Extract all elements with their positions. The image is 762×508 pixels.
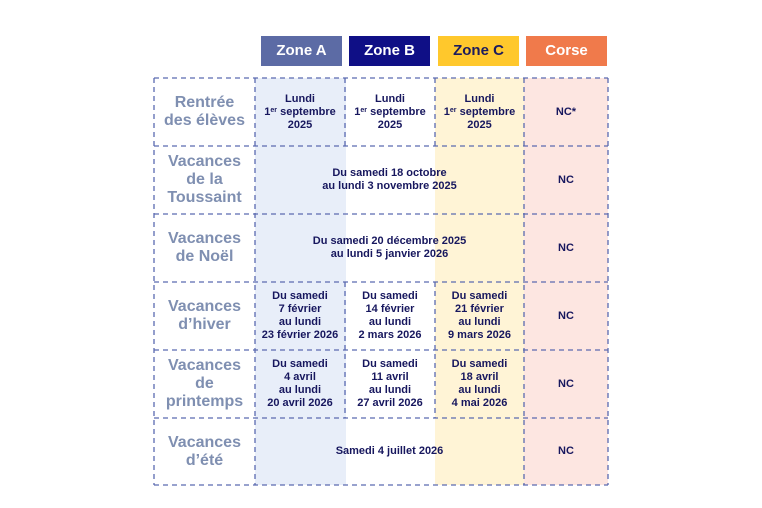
row-label-line: Vacances bbox=[168, 433, 241, 451]
cell-line: au lundi bbox=[368, 316, 412, 328]
row-label-line: de la bbox=[186, 171, 223, 188]
cell-line: NC bbox=[558, 241, 574, 254]
cell-line: Lundi bbox=[464, 92, 495, 105]
cell-line: 2025 bbox=[467, 118, 492, 131]
cell-line: Samedi 4 juillet 2026 bbox=[335, 445, 444, 457]
cell-line: 7 février bbox=[278, 303, 322, 315]
cell-line: 23 février 2026 bbox=[261, 329, 339, 341]
cell-line: 18 avril bbox=[460, 371, 499, 383]
rentree-zone-a-cell bbox=[255, 78, 345, 146]
cell-line: 27 avril 2026 bbox=[357, 397, 423, 409]
ordinal-suffix: er bbox=[360, 106, 368, 114]
rentree-zone-b-cell bbox=[345, 78, 435, 146]
noel-all-zones-cell bbox=[255, 214, 524, 282]
cell-line: 21 février bbox=[455, 303, 504, 315]
ete-corse-cell bbox=[524, 418, 608, 485]
row-label-printemps bbox=[154, 350, 255, 418]
row-label-noel bbox=[154, 214, 255, 282]
rentree-zone-c-cell bbox=[435, 78, 524, 146]
row-label-line: d’hiver bbox=[178, 316, 231, 333]
row-label-toussaint bbox=[154, 146, 255, 214]
cell-line: Du samedi bbox=[272, 358, 328, 370]
row-label-line: de Noël bbox=[175, 248, 234, 265]
cell-text: septembre bbox=[370, 105, 426, 118]
cell-line: au lundi bbox=[278, 316, 322, 328]
hiver-corse-cell bbox=[524, 282, 608, 350]
zone-a-header bbox=[261, 36, 342, 66]
ete-all-zones-cell bbox=[255, 418, 524, 485]
cell-line: au lundi bbox=[458, 316, 501, 328]
cell-line: au lundi bbox=[368, 384, 412, 396]
cell-line bbox=[354, 106, 425, 119]
row-label-line: Vacances bbox=[168, 298, 241, 315]
ordinal-number: 1 bbox=[354, 105, 361, 118]
row-label-ete bbox=[154, 418, 255, 485]
cell-text: septembre bbox=[280, 105, 336, 118]
ordinal-number: 1 bbox=[264, 105, 271, 118]
cell-line: Du samedi bbox=[451, 290, 508, 302]
row-label-hiver bbox=[154, 282, 255, 350]
cell-line: Du samedi 18 octobre bbox=[332, 167, 447, 179]
cell-line: Du samedi 20 décembre 2025 bbox=[312, 235, 467, 247]
cell-line: NC bbox=[558, 173, 574, 186]
cell-line: NC bbox=[558, 445, 574, 457]
cell-line: 4 avril bbox=[284, 371, 316, 383]
printemps-zone-c-cell bbox=[435, 350, 524, 418]
cell-line: 20 avril 2026 bbox=[267, 397, 333, 409]
cell-line: 11 avril bbox=[371, 371, 409, 383]
ordinal-suffix: er bbox=[449, 106, 457, 114]
hiver-zone-c-cell bbox=[435, 282, 524, 350]
cell-line: Du samedi bbox=[451, 358, 508, 370]
row-label-line: Rentrée bbox=[174, 94, 235, 111]
ordinal-suffix: er bbox=[270, 106, 278, 114]
corse-header bbox=[526, 36, 607, 66]
cell-line: au lundi 5 janvier 2026 bbox=[330, 248, 449, 260]
hiver-zone-a-cell bbox=[255, 282, 345, 350]
cell-text: septembre bbox=[459, 105, 516, 118]
cell-line: Du samedi bbox=[362, 358, 418, 370]
zone-a-header-label: Zone A bbox=[276, 42, 327, 59]
zone-c-header-label: Zone C bbox=[453, 42, 504, 59]
cell-line: Du samedi bbox=[362, 290, 418, 302]
row-label-rentree bbox=[154, 78, 255, 146]
cell-line: 2 mars 2026 bbox=[358, 329, 422, 341]
toussaint-corse-cell bbox=[524, 146, 608, 214]
hiver-zone-b-cell bbox=[345, 282, 435, 350]
cell-line: 4 mai 2026 bbox=[451, 397, 508, 409]
zone-b-header-label: Zone B bbox=[364, 42, 415, 59]
cell-line bbox=[444, 106, 515, 119]
zone-c-header bbox=[438, 36, 519, 66]
row-label-line: d’été bbox=[185, 451, 224, 469]
rentree-corse-cell bbox=[524, 78, 608, 146]
cell-line: NC* bbox=[555, 105, 577, 118]
printemps-zone-a-cell bbox=[255, 350, 345, 418]
row-label-line: printemps bbox=[165, 393, 244, 410]
cell-line: NC bbox=[558, 377, 574, 390]
cell-line: 14 février bbox=[365, 303, 415, 315]
cell-line: au lundi bbox=[458, 384, 501, 396]
printemps-corse-cell bbox=[524, 350, 608, 418]
row-label-line: Vacances bbox=[168, 357, 241, 374]
cell-line: 9 mars 2026 bbox=[448, 329, 511, 341]
cell-line: au lundi bbox=[278, 384, 322, 396]
cell-line: Du samedi bbox=[272, 290, 328, 302]
row-label-line: Vacances bbox=[168, 153, 241, 170]
cell-line bbox=[264, 106, 335, 119]
row-label-line: de bbox=[195, 375, 214, 392]
toussaint-all-zones-cell bbox=[255, 146, 524, 214]
cell-line: au lundi 3 novembre 2025 bbox=[322, 180, 457, 192]
row-label-line: Vacances bbox=[168, 230, 241, 247]
row-label-line: des élèves bbox=[164, 112, 245, 129]
zone-b-header bbox=[349, 36, 430, 66]
row-label-line: Toussaint bbox=[167, 189, 242, 206]
noel-corse-cell bbox=[524, 214, 608, 282]
cell-line: Lundi bbox=[285, 92, 315, 105]
cell-line: Lundi bbox=[375, 92, 405, 105]
corse-header-label: Corse bbox=[545, 42, 588, 59]
cell-line: 2025 bbox=[377, 118, 403, 131]
ordinal-number: 1 bbox=[443, 105, 450, 118]
cell-line: 2025 bbox=[287, 118, 313, 131]
printemps-zone-b-cell bbox=[345, 350, 435, 418]
cell-line: NC bbox=[558, 309, 574, 322]
